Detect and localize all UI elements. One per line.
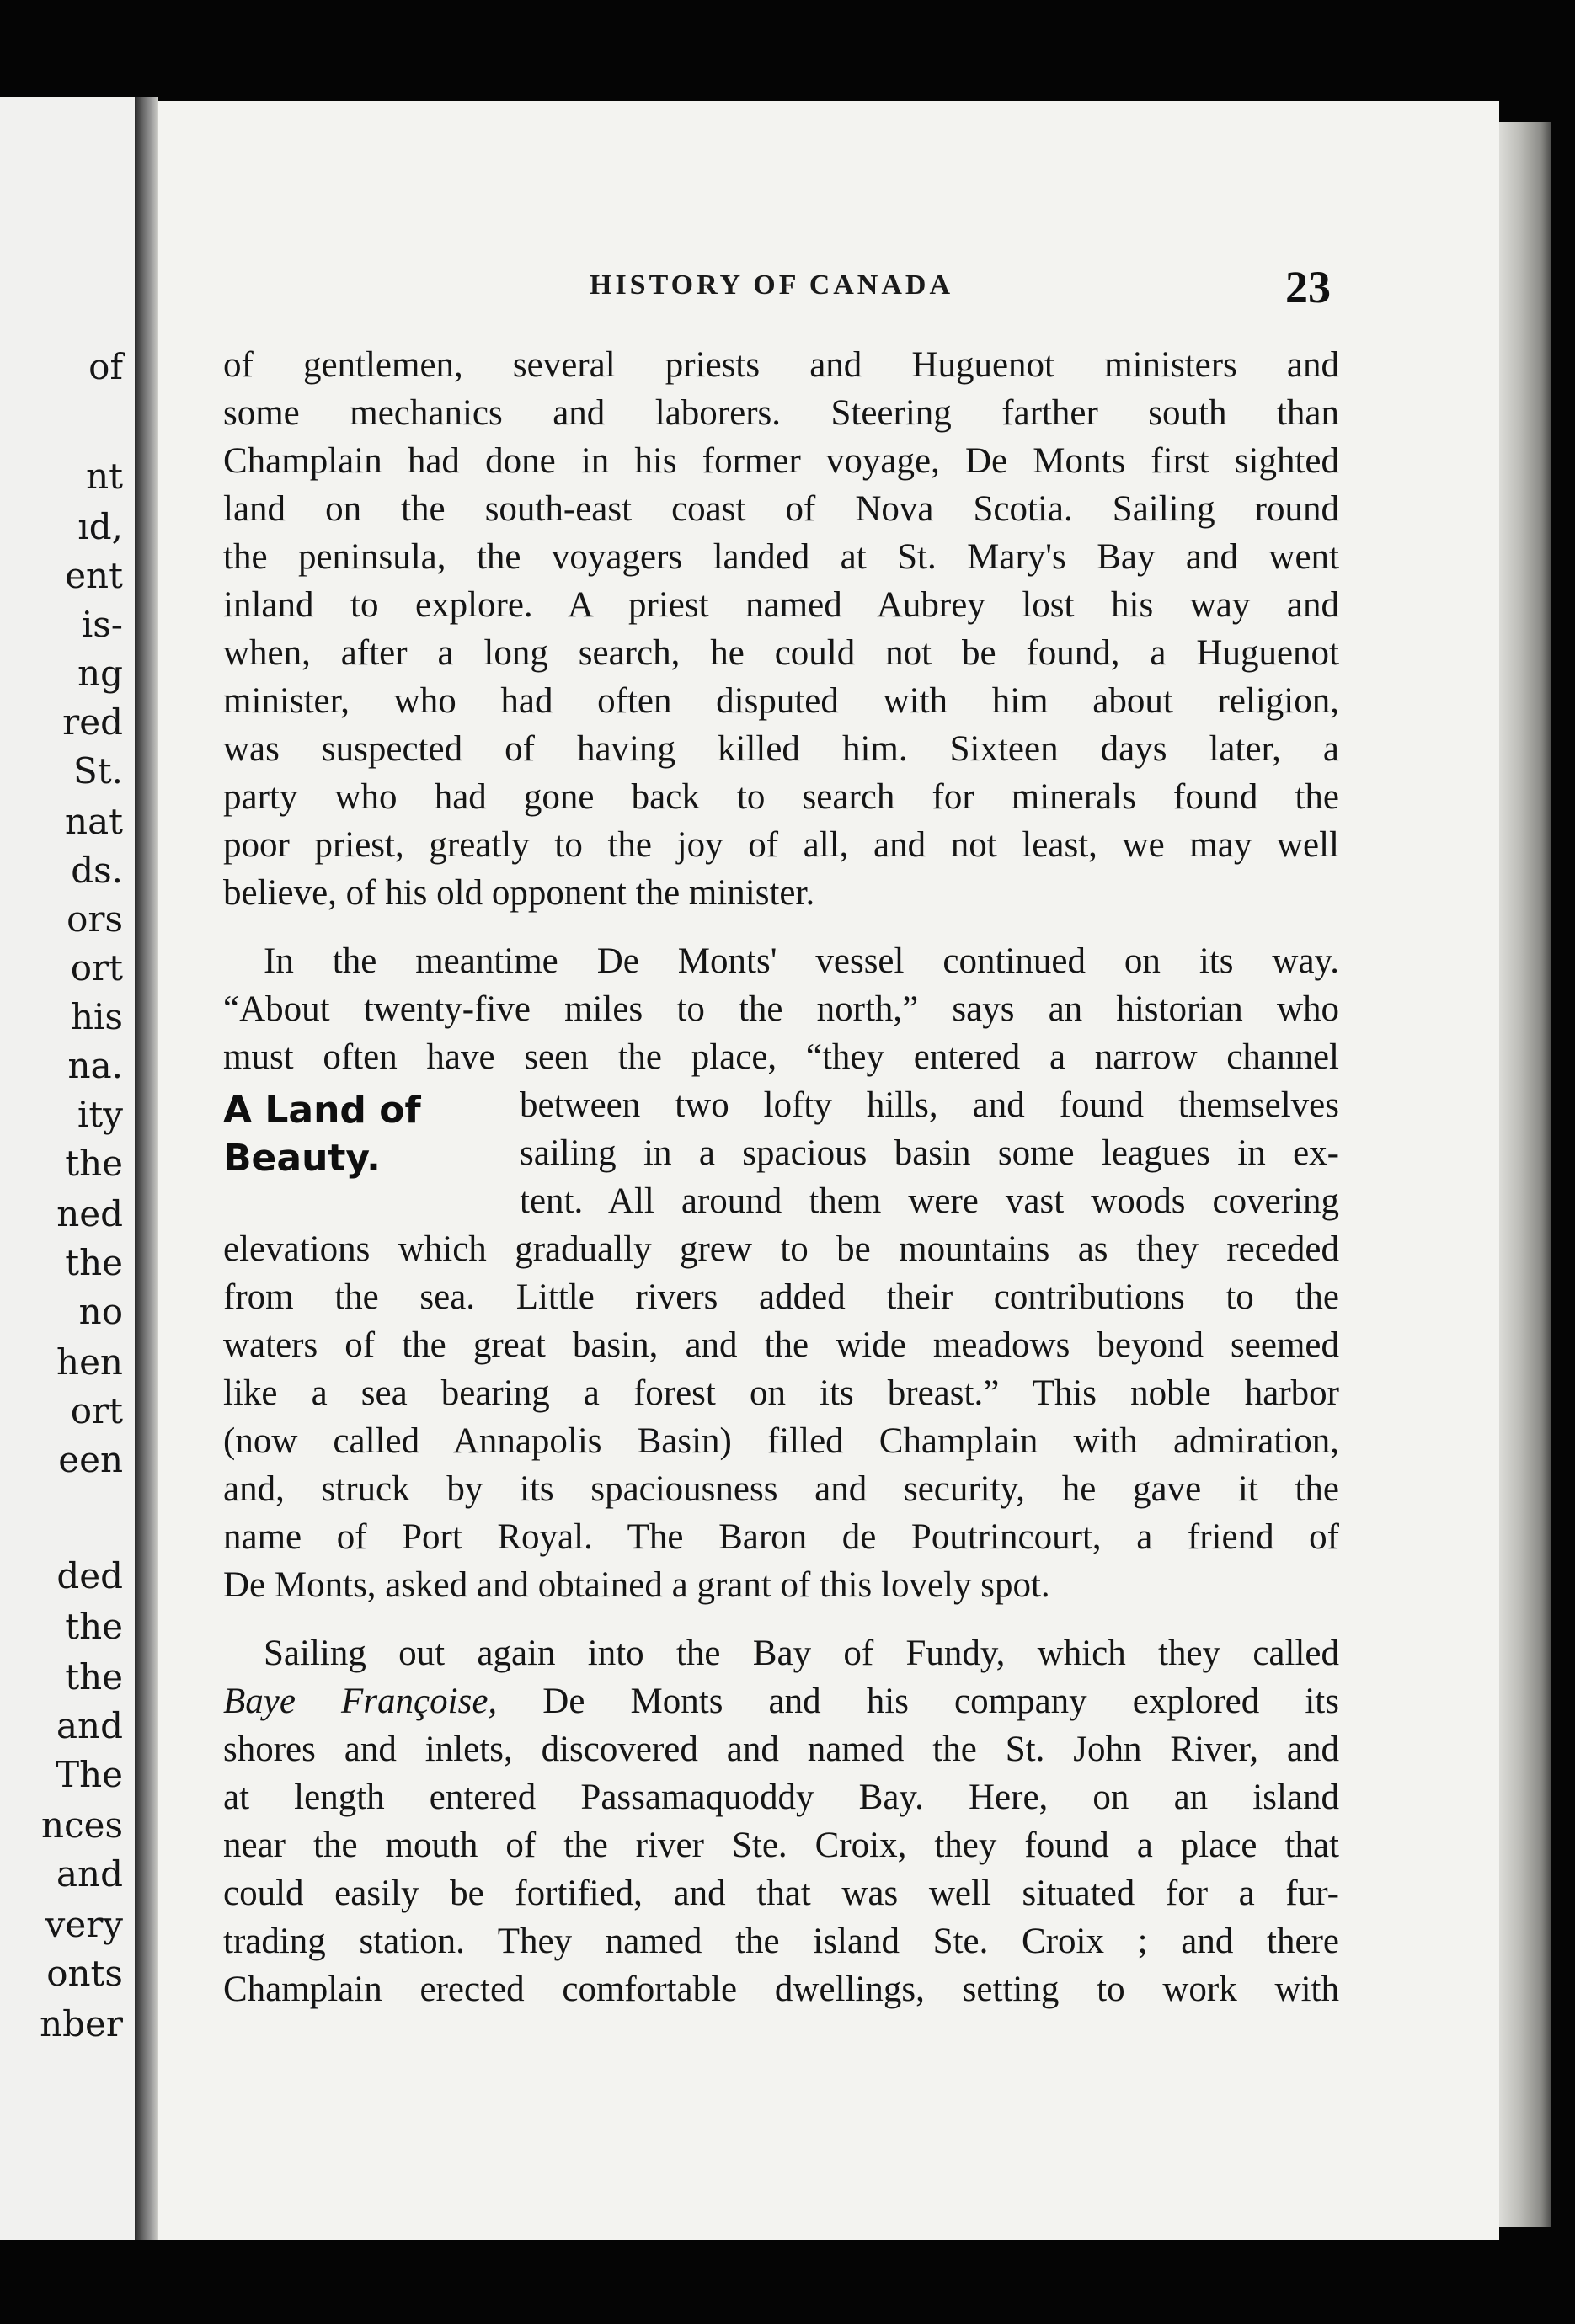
text-line: Sailing out again into the Bay of Fundy, which they called <box>264 1634 1339 1673</box>
text-line: near the mouth of the river Ste. Croix, they found a place that <box>223 1826 1339 1865</box>
text-line <box>223 1677 1339 1725</box>
text-line: land on the south-east coast of Nova Scotia. Sailing round <box>223 489 1339 529</box>
text-line: between two lofty hills, and found themselves <box>520 1085 1339 1125</box>
text-line: waters of the great basin, and the wide meadows beyond seemed <box>223 1325 1339 1365</box>
left-page-fragment: ort <box>70 1390 123 1431</box>
text-line: trading station. They named the island Ste. Croix ; and there <box>223 1922 1339 1961</box>
text-line: and, struck by its spaciousness and security, he gave it the <box>223 1469 1339 1509</box>
text-line: when, after a long search, he could not be found, a Huguenot <box>223 633 1339 673</box>
left-page-fragment: the <box>65 1143 123 1184</box>
book-spine-gutter <box>135 97 158 2240</box>
text-line: could easily be fortified, and that was well situated for a fur- <box>223 1874 1339 1913</box>
left-page-fragment: and <box>56 1705 123 1746</box>
left-page-fragment: nber <box>40 2003 123 2044</box>
text-line: shores and inlets, discovered and named the St. John River, and <box>223 1730 1339 1769</box>
left-page-fragment: of <box>88 346 123 387</box>
text-line: tent. All around them were vast woods covering <box>520 1181 1339 1221</box>
left-page-fragment: The <box>56 1754 123 1795</box>
text-line: was suspected of having killed him. Sixteen days later, a <box>223 729 1339 769</box>
sidenote-adjacent-text <box>520 1081 1339 1225</box>
text-line: name of Port Royal. The Baron de Poutrincourt, a friend of <box>223 1517 1339 1557</box>
left-page-fragment: ng <box>77 653 123 694</box>
text-line: De Monts, asked and obtained a grant of this lovely spot. <box>223 1565 1050 1605</box>
left-page-fragment: the <box>65 1606 123 1647</box>
left-page-fragment: ded <box>56 1555 123 1596</box>
left-page-fragment: hen <box>56 1341 123 1383</box>
body-text <box>223 341 1339 2013</box>
left-page-fragment: ds. <box>71 850 123 891</box>
margin-sidenote: A Land of Beauty. <box>223 1089 421 1180</box>
left-page-fragment: nt <box>86 456 123 497</box>
italic-place-name: Baye Françoise, <box>223 1682 498 1721</box>
text-line: (now called Annapolis Basin) filled Champlain with admiration, <box>223 1421 1339 1461</box>
text-line: sailing in a spacious basin some leagues in ex- <box>520 1133 1339 1173</box>
left-page-fragment: the <box>65 1656 123 1698</box>
text-line: some mechanics and laborers. Steering farther south than <box>223 393 1339 433</box>
text-line: must often have seen the place, “they entered a narrow channel <box>223 1037 1339 1077</box>
left-page-fragment: ity <box>77 1094 123 1135</box>
sidenote-row <box>223 1081 1339 1225</box>
main-page <box>158 101 1499 2240</box>
text-line: Champlain erected comfortable dwellings, setting to work with <box>223 1970 1339 2009</box>
left-page-fragment: his <box>70 996 123 1037</box>
page-header <box>158 262 1499 320</box>
left-page-fragment: ıd, <box>77 506 123 547</box>
left-page-fragment: ors <box>67 898 123 940</box>
text-line: In the meantime De Monts' vessel continued on its way. <box>264 941 1339 981</box>
running-head: HISTORY OF CANADA <box>590 269 954 301</box>
left-facing-page <box>0 97 136 2240</box>
left-page-fragment: onts <box>46 1953 123 1994</box>
left-page-fragment: very <box>45 1904 123 1945</box>
text-line: the peninsula, the voyagers landed at St. Mary's Bay and went <box>223 537 1339 577</box>
text-line-rest: De Monts and his company explored its <box>497 1682 1339 1721</box>
text-line: poor priest, greatly to the joy of all, and not least, we may well <box>223 825 1339 865</box>
page-number: 23 <box>1285 262 1331 312</box>
left-page-fragment: nces <box>41 1804 123 1846</box>
left-page-fragment: ort <box>70 947 123 989</box>
left-page-fragment: ned <box>56 1193 123 1234</box>
text-line: inland to explore. A priest named Aubrey lost his way and <box>223 585 1339 625</box>
left-page-fragment: een <box>58 1439 123 1480</box>
text-line: “About twenty-five miles to the north,” says an historian who <box>223 989 1339 1029</box>
text-line: of gentlemen, several priests and Huguenot ministers and <box>223 345 1339 385</box>
left-page-fragment: St. <box>72 750 123 792</box>
text-line: elevations which gradually grew to be mountains as they receded <box>223 1229 1339 1269</box>
left-page-fragment: nat <box>65 801 123 842</box>
text-line: like a sea bearing a forest on its breast.” This noble harbor <box>223 1373 1339 1413</box>
left-page-fragment: the <box>65 1242 123 1283</box>
text-line: minister, who had often disputed with him about religion, <box>223 681 1339 721</box>
text-line: party who had gone back to search for minerals found the <box>223 777 1339 817</box>
left-page-fragment: na. <box>67 1045 123 1086</box>
text-line: believe, of his old opponent the minister. <box>223 873 815 913</box>
left-page-fragment: is- <box>81 604 123 645</box>
left-page-fragment: no <box>78 1291 123 1332</box>
text-line: Champlain had done in his former voyage, De Monts first sighted <box>223 441 1339 481</box>
text-line: at length entered Passamaquoddy Bay. Here, on an island <box>223 1778 1339 1817</box>
page-edge-shadow <box>1499 122 1551 2227</box>
left-page-fragment: and <box>56 1853 123 1895</box>
text-line: from the sea. Little rivers added their contributions to the <box>223 1277 1339 1317</box>
left-page-fragment: red <box>62 701 123 743</box>
left-page-fragment: ent <box>65 555 123 596</box>
